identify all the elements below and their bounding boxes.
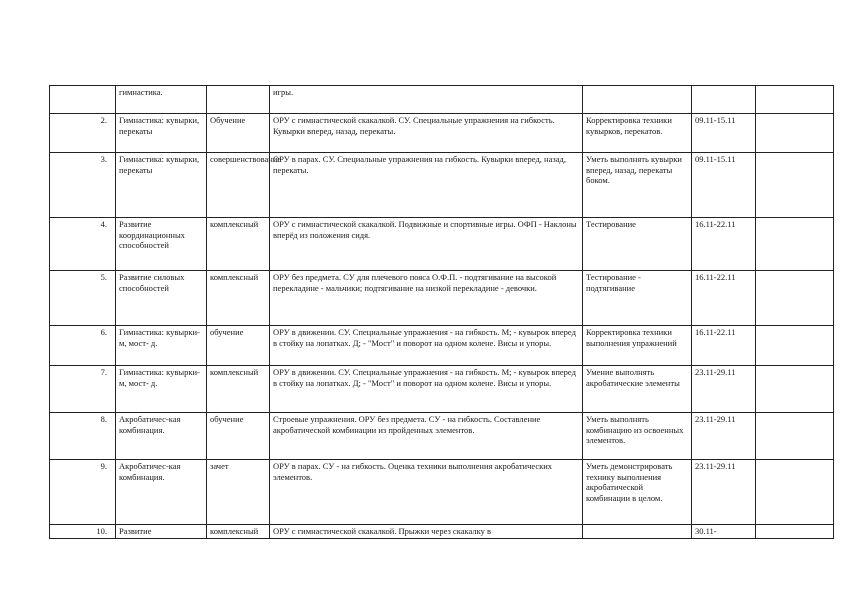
cell-result: Уметь выполнять комбинацию из освоенных элементов. <box>583 413 692 460</box>
cell-type: комплексный <box>207 218 270 271</box>
cell-num: 7. <box>50 366 116 413</box>
table-row <box>50 366 834 413</box>
cell-content: ОРУ в парах. СУ - на гибкость. Оценка техники выполнения акробатических элементов. <box>270 460 583 525</box>
cell-date: 16.11-22.11 <box>692 271 756 326</box>
cell-num: 9. <box>50 460 116 525</box>
cell-result: Тестирование - подтягивание <box>583 271 692 326</box>
cell-note <box>756 114 834 153</box>
cell-type: комплексный <box>207 366 270 413</box>
table-row <box>50 460 834 525</box>
cell-content: игры. <box>270 86 583 114</box>
cell-topic: Акробатичес-кая комбинация. <box>116 460 207 525</box>
table-row <box>50 413 834 460</box>
table-row <box>50 326 834 366</box>
cell-result <box>583 86 692 114</box>
cell-type: обучение <box>207 413 270 460</box>
cell-topic: гимнастика. <box>116 86 207 114</box>
cell-type: зачет <box>207 460 270 525</box>
cell-note <box>756 86 834 114</box>
cell-date <box>692 86 756 114</box>
cell-topic: Гимнастика: кувырки-м, мост- д. <box>116 366 207 413</box>
cell-type: комплексный <box>207 525 270 539</box>
cell-content: ОРУ с гимнастической скакалкой. СУ. Специальные упражнения на гибкость. Кувырки вперед, назад, перекаты. <box>270 114 583 153</box>
cell-note <box>756 460 834 525</box>
cell-type: комплексный <box>207 271 270 326</box>
cell-content: Строевые упражнения. ОРУ без предмета. СУ - на гибкость. Составление акробатической комбинации из пройденных элементов. <box>270 413 583 460</box>
cell-num: 5. <box>50 271 116 326</box>
cell-num: 4. <box>50 218 116 271</box>
cell-num: 6. <box>50 326 116 366</box>
cell-content: ОРУ в движении. СУ. Специальные упражнения - на гибкость. М; - кувырок вперед в стойку на лопатках. Д; - "Мост" и поворот на одном колене. Висы и упоры. <box>270 326 583 366</box>
cell-type: обучение <box>207 326 270 366</box>
cell-content: ОРУ в парах. СУ. Специальные упражнения на гибкость. Кувырки вперед, назад, перекаты. <box>270 153 583 218</box>
cell-content: ОРУ с гимнастической скакалкой. Подвижные и спортивные игры. ОФП - Наклоны вперёд из положения сидя. <box>270 218 583 271</box>
cell-result: Уметь выполнять кувырки вперед, назад, перекаты боком. <box>583 153 692 218</box>
cell-note <box>756 218 834 271</box>
cell-num: 8. <box>50 413 116 460</box>
cell-date: 23.11-29.11 <box>692 460 756 525</box>
lesson-plan-table <box>49 85 834 539</box>
cell-result: Уметь демонстрировать технику выполнения акробатической комбинации в целом. <box>583 460 692 525</box>
cell-type <box>207 86 270 114</box>
cell-date: 30.11- <box>692 525 756 539</box>
cell-result: Корректировка техники выполнения упражнений <box>583 326 692 366</box>
cell-date: 23.11-29.11 <box>692 366 756 413</box>
cell-num <box>50 86 116 114</box>
cell-date: 23.11-29.11 <box>692 413 756 460</box>
cell-result: Корректировка техники кувырков, перекатов. <box>583 114 692 153</box>
cell-note <box>756 366 834 413</box>
table-row <box>50 153 834 218</box>
cell-topic: Развитие координационных способностей <box>116 218 207 271</box>
cell-date: 16.11-22.11 <box>692 218 756 271</box>
cell-date: 09.11-15.11 <box>692 153 756 218</box>
cell-content: ОРУ в движении. СУ. Специальные упражнения - на гибкость. М; - кувырок вперед в стойку на лопатках. Д; - "Мост" и поворот на одном колене. Висы и упоры. <box>270 366 583 413</box>
cell-note <box>756 153 834 218</box>
cell-topic: Гимнастика: кувырки, перекаты <box>116 114 207 153</box>
cell-note <box>756 413 834 460</box>
cell-note <box>756 326 834 366</box>
cell-content: ОРУ с гимнастической скакалкой. Прыжки через скакалку в <box>270 525 583 539</box>
cell-note <box>756 271 834 326</box>
cell-result <box>583 525 692 539</box>
cell-type: совершенствование <box>207 153 270 218</box>
table-row <box>50 114 834 153</box>
cell-num: 2. <box>50 114 116 153</box>
cell-result: Умение выполнять акробатические элементы <box>583 366 692 413</box>
cell-topic: Развитие <box>116 525 207 539</box>
cell-topic: Акробатичес-кая комбинация. <box>116 413 207 460</box>
cell-content: ОРУ без предмета. СУ для плечевого пояса О.Ф.П. - подтягивание на высокой перекладине - мальчики; подтягивание на низкой перекладине - девочки. <box>270 271 583 326</box>
cell-note <box>756 525 834 539</box>
cell-num: 10. <box>50 525 116 539</box>
cell-topic: Гимнастика: кувырки, перекаты <box>116 153 207 218</box>
cell-num: 3. <box>50 153 116 218</box>
cell-result: Тестирование <box>583 218 692 271</box>
cell-date: 16.11-22.11 <box>692 326 756 366</box>
cell-type: Обучение <box>207 114 270 153</box>
cell-topic: Гимнастика: кувырки-м, мост- д. <box>116 326 207 366</box>
table-row <box>50 218 834 271</box>
cell-date: 09.11-15.11 <box>692 114 756 153</box>
cell-topic: Развитие силовых способностей <box>116 271 207 326</box>
table-row <box>50 271 834 326</box>
table-row <box>50 86 834 114</box>
table-row <box>50 525 834 539</box>
